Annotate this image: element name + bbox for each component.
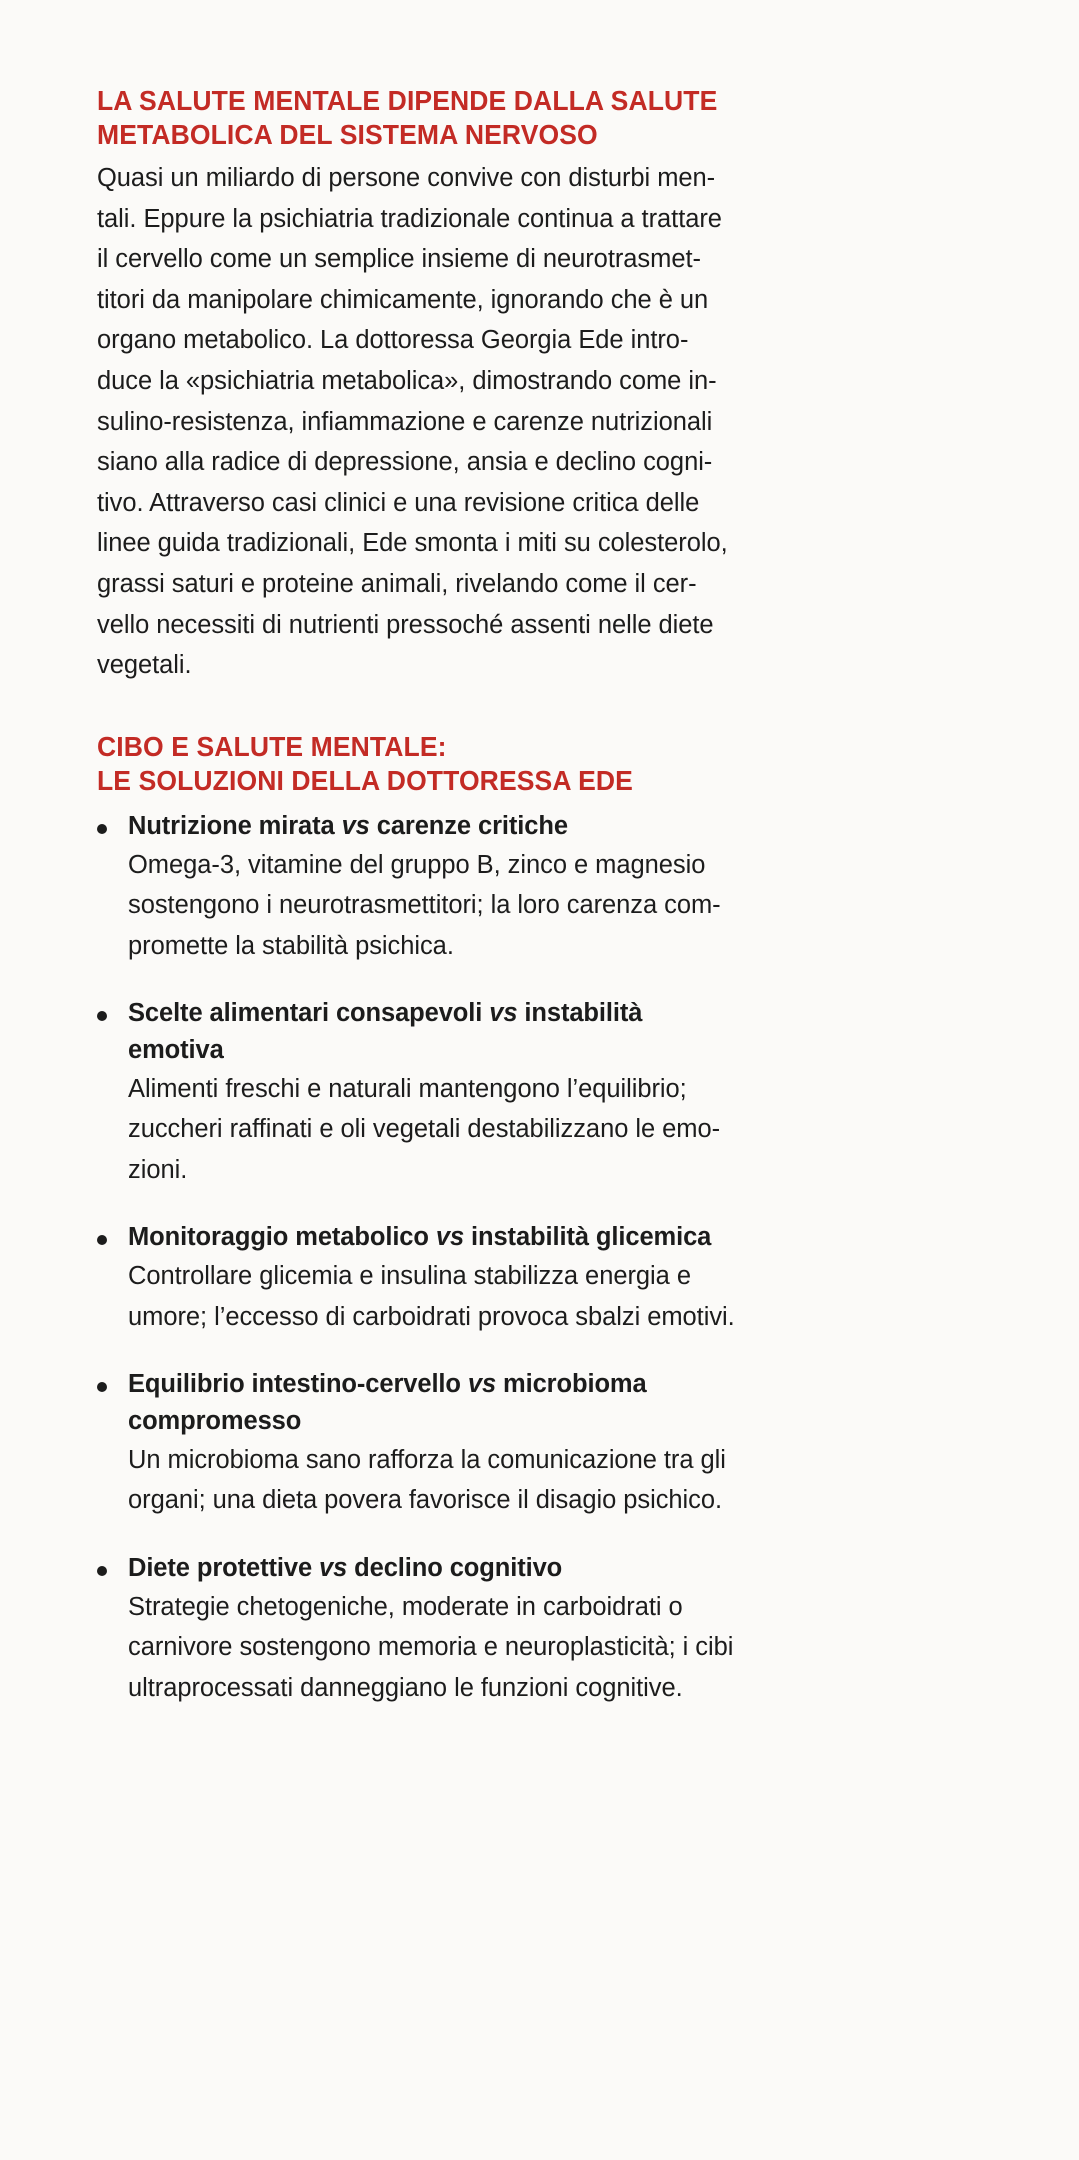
body-line: Controllare glicemia e insulina stabilizza energia e — [128, 1262, 691, 1291]
title-part-before: Diete protettive — [128, 1553, 320, 1582]
list-item-body — [128, 1587, 734, 1708]
list-item-body — [128, 845, 719, 966]
title-part-after: instabilità emotiva — [128, 998, 643, 1064]
title-vs: vs — [341, 811, 370, 840]
intro-line: il cervello come un semplice insieme di neurotrasmet- — [97, 245, 701, 274]
intro-line: titori da manipolare chimicamente, ignorando che è un — [97, 285, 709, 314]
title-vs: vs — [435, 1223, 465, 1252]
section-spacer — [97, 686, 719, 730]
intro-line: siano alla radice di depressione, ansia e declino cogni- — [97, 448, 713, 477]
title-vs: vs — [319, 1553, 348, 1582]
intro-line: sulino-resistenza, infiammazione e carenze nutrizionali — [97, 407, 713, 436]
intro-line: vegetali. — [97, 651, 192, 680]
intro-line: vello necessiti di nutrienti pressoché assenti nelle diete — [97, 610, 714, 639]
list-item-body — [128, 1069, 719, 1190]
intro-line: tivo. Attraverso casi clinici e una revisione critica delle — [97, 488, 700, 517]
list-item-body — [128, 1256, 735, 1337]
title-part-before: Monitoraggio metabolico — [128, 1223, 436, 1252]
list-item — [97, 808, 719, 966]
body-line: Strategie chetogeniche, moderate in carboidrati o — [128, 1592, 683, 1621]
intro-line: grassi saturi e proteine animali, rivelando come il cer- — [97, 569, 697, 598]
bullet-dot-icon — [97, 1566, 107, 1576]
list-item-title — [128, 1550, 719, 1587]
body-line: zuccheri raffinati e oli vegetali destabilizzano le emo- — [128, 1115, 721, 1144]
intro-line: tali. Eppure la psichiatria tradizionale continua a trattare — [97, 204, 722, 233]
intro-paragraph — [97, 158, 728, 686]
bullet-dot-icon — [97, 824, 107, 834]
title-part-before: Nutrizione mirata — [128, 811, 342, 840]
solutions-section-heading — [97, 730, 697, 798]
title-part-after: microbioma — [496, 1369, 647, 1398]
body-line: Alimenti freschi e naturali mantengono l’equilibrio; — [128, 1074, 687, 1103]
title-part-after: instabilità glicemica — [464, 1223, 712, 1252]
title-part-before: Equilibrio intestino-cervello — [128, 1369, 468, 1398]
body-line: umore; l’eccesso di carboidrati provoca sbalzi emotivi. — [128, 1302, 735, 1331]
body-line: sostengono i neurotrasmettitori; la loro carenza com- — [128, 891, 721, 920]
intro-line: Quasi un miliardo di persone convive con disturbi men- — [97, 164, 716, 192]
body-line: carnivore sostengono memoria e neuroplasticità; i cibi — [128, 1633, 734, 1662]
body-line: organi; una dieta povera favorisce il disagio psichico. — [128, 1486, 723, 1515]
list-item-title — [128, 995, 719, 1069]
title-vs: vs — [467, 1369, 497, 1398]
list-item-title — [128, 1366, 719, 1440]
intro-line: linee guida tradizionali, Ede smonta i miti su colesterolo, — [97, 529, 728, 558]
list-item — [97, 995, 719, 1190]
solutions-heading-line-2: LE SOLUZIONI DELLA DOTTORESSA EDE — [97, 764, 633, 796]
bullet-dot-icon — [97, 1011, 107, 1021]
title-part-after: declino cognitivo — [347, 1553, 563, 1582]
list-item-title — [128, 808, 719, 845]
solutions-heading-line-1: CIBO E SALUTE MENTALE: — [97, 730, 447, 762]
body-line: promette la stabilità psichica. — [128, 931, 454, 960]
list-item — [97, 1550, 734, 1708]
body-line: zioni. — [128, 1155, 188, 1184]
intro-heading-line-1: LA SALUTE MENTALE DIPENDE DALLA SALUTE — [97, 85, 718, 116]
body-line: Omega-3, vitamine del gruppo B, zinco e magnesio — [128, 850, 706, 879]
title-part-after: carenze critiche — [369, 811, 568, 840]
title-part-before: Scelte alimentari consapevoli — [128, 998, 490, 1027]
bullet-dot-icon — [97, 1382, 107, 1392]
intro-section-heading — [97, 84, 718, 152]
body-line: ultraprocessati danneggiano le funzioni cognitive. — [128, 1673, 683, 1702]
bullet-dot-icon — [97, 1235, 107, 1245]
list-item — [97, 1219, 735, 1337]
body-line: Un microbioma sano rafforza la comunicazione tra gli — [128, 1445, 726, 1474]
solutions-list — [97, 808, 735, 1708]
intro-line: organo metabolico. La dottoressa Georgia Ede intro- — [97, 326, 689, 355]
intro-line: duce la «psichiatria metabolica», dimostrando come in- — [97, 366, 717, 395]
text-column — [97, 84, 735, 1708]
list-item-body — [128, 1440, 726, 1521]
title-vs: vs — [489, 998, 518, 1027]
list-item — [97, 1366, 726, 1521]
intro-heading-line-2: METABOLICA DEL SISTEMA NERVOSO — [97, 119, 598, 150]
list-item-title — [128, 1219, 719, 1256]
title-second-line: compromesso — [128, 1406, 302, 1435]
